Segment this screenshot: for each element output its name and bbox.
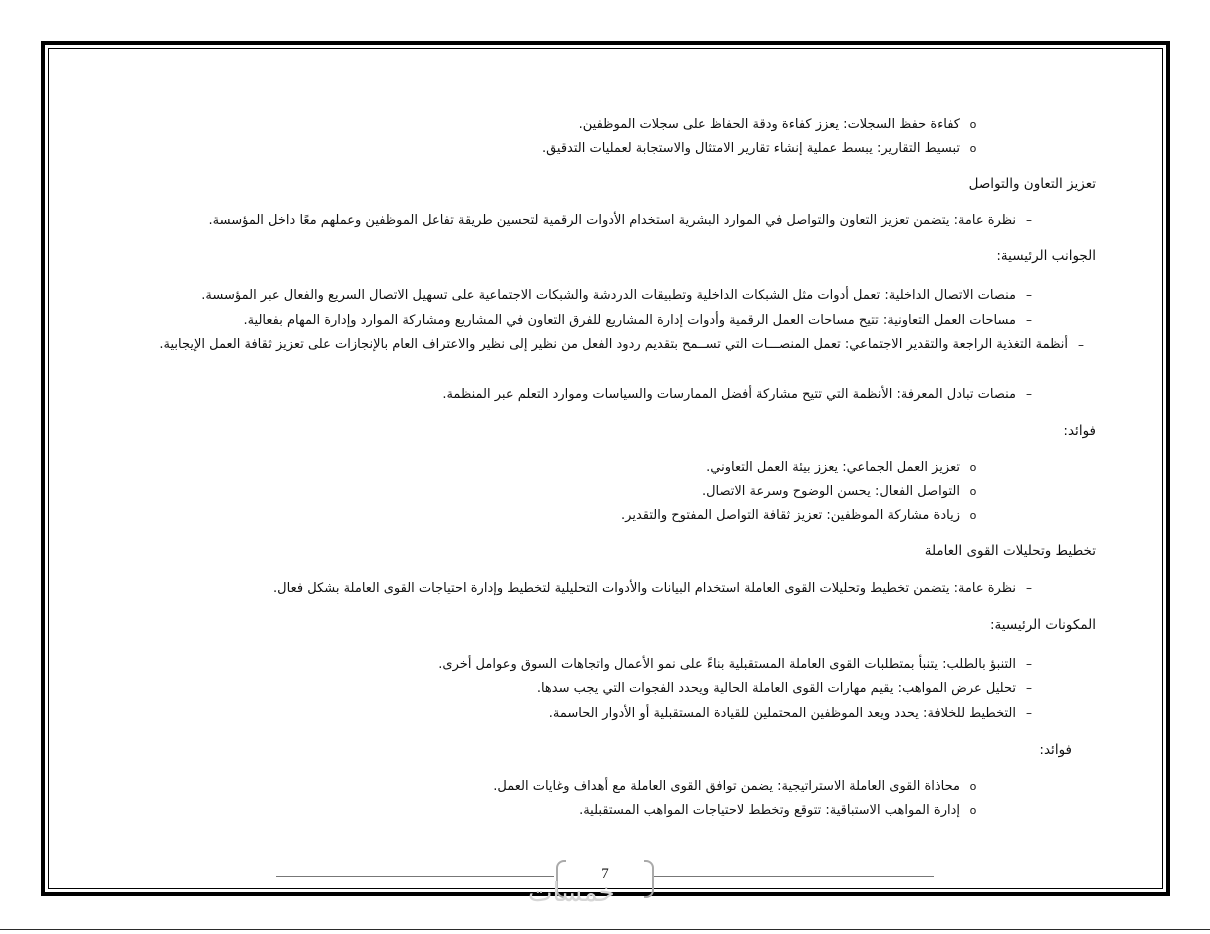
- list-item: oإدارة المواهب الاستباقية: تتوقع وتخطط لاحتياجات المواهب المستقبلية.: [579, 802, 986, 820]
- footer-rule-left: [276, 876, 554, 877]
- list-item: – أنظمة التغذية الراجعة والتقدير الاجتماعي: تعمل المنصـــات التي تســمح بتقديم ردود الفعل من نظير إلى نظير والاعتراف العام بالإنجازات على تعزيز ثقافة العمل الإيجابية.: [133, 333, 1068, 357]
- dash-bullet-icon: –: [1026, 313, 1032, 327]
- subsection-heading: المكونات الرئيسية:: [989, 617, 1096, 633]
- list-item: oتعزيز العمل الجماعي: يعزز بيئة العمل التعاوني.: [706, 459, 986, 477]
- page-number: 7: [601, 866, 609, 882]
- circle-bullet-icon: o: [969, 118, 977, 131]
- circle-bullet-icon: o: [969, 142, 977, 155]
- list-item: –التخطيط للخلافة: يحدد ويعد الموظفين المحتملين للقيادة المستقبلية أو الأدوار الحاسمة.: [549, 704, 1042, 723]
- circle-bullet-icon: o: [969, 804, 977, 817]
- dash-bullet-icon: –: [1026, 657, 1032, 671]
- circle-bullet-icon: o: [969, 780, 977, 793]
- circle-bullet-icon: o: [969, 485, 977, 498]
- dash-bullet-icon: –: [1026, 681, 1032, 695]
- circle-bullet-icon: o: [969, 461, 977, 474]
- page-number-bracket-right: [644, 860, 654, 898]
- watermark-logo: خمسات: [528, 878, 615, 908]
- list-item: oزيادة مشاركة الموظفين: تعزيز ثقافة التواصل المفتوح والتقدير.: [621, 507, 986, 525]
- footer-rule-right: [654, 876, 934, 877]
- dash-bullet-icon: –: [1026, 387, 1032, 401]
- dash-bullet-icon: –: [1026, 706, 1032, 720]
- dash-bullet-icon: –: [1026, 288, 1032, 302]
- list-item: –منصات الاتصال الداخلية: تعمل أدوات مثل الشبكات الداخلية وتطبيقات الدردشة والشبكات الاجتماعية على تسهيل الاتصال السريع والفعال عبر المؤسسة.: [201, 286, 1042, 305]
- subsection-heading: الجوانب الرئيسية:: [996, 248, 1096, 264]
- list-item: oتبسيط التقارير: يبسط عملية إنشاء تقارير الامتثال والاستجابة لعمليات التدقيق.: [542, 140, 986, 158]
- subsection-heading: فوائد:: [1063, 423, 1096, 439]
- list-item: oالتواصل الفعال: يحسن الوضوح وسرعة الاتصال.: [702, 483, 986, 501]
- list-item: –منصات تبادل المعرفة: الأنظمة التي تتيح مشاركة أفضل الممارسات والسياسات وموارد التعلم عبر المنظمة.: [442, 385, 1042, 404]
- list-item: –نظرة عامة: يتضمن تعزيز التعاون والتواصل في الموارد البشرية استخدام الأدوات الرقمية لتحسين طريقة تفاعل الموظفين وعملهم معًا داخل المؤسسة.: [209, 211, 1042, 230]
- list-item: –التنبؤ بالطلب: يتنبأ بمتطلبات القوى العاملة المستقبلية بناءً على نمو الأعمال واتجاهات السوق وعوامل أخرى.: [438, 655, 1042, 674]
- section-heading: تخطيط وتحليلات القوى العاملة: [924, 543, 1096, 559]
- list-item: oكفاءة حفظ السجلات: يعزز كفاءة ودقة الحفاظ على سجلات الموظفين.: [579, 116, 986, 134]
- list-item: –مساحات العمل التعاونية: تتيح مساحات العمل الرقمية وأدوات إدارة المشاريع للفرق التعاون في المشاريع ومشاركة الموارد وإدارة المهام بفعالية.: [243, 311, 1042, 330]
- dash-bullet-icon: –: [1026, 581, 1032, 595]
- list-item: –نظرة عامة: يتضمن تخطيط وتحليلات القوى العاملة استخدام البيانات والأدوات التحليلية لتخطيط وإدارة احتياجات القوى العاملة بشكل فعال.: [273, 579, 1042, 598]
- dash-bullet-icon: –: [1078, 338, 1084, 352]
- list-item: –تحليل عرض المواهب: يقيم مهارات القوى العاملة الحالية ويحدد الفجوات التي يجب سدها.: [537, 679, 1042, 698]
- circle-bullet-icon: o: [969, 509, 977, 522]
- section-heading: تعزيز التعاون والتواصل: [968, 176, 1096, 192]
- dash-bullet-icon: –: [1026, 213, 1032, 227]
- subsection-heading: فوائد:: [1039, 742, 1072, 758]
- list-item: oمحاذاة القوى العاملة الاستراتيجية: يضمن توافق القوى العاملة مع أهداف وغايات العمل.: [493, 778, 986, 796]
